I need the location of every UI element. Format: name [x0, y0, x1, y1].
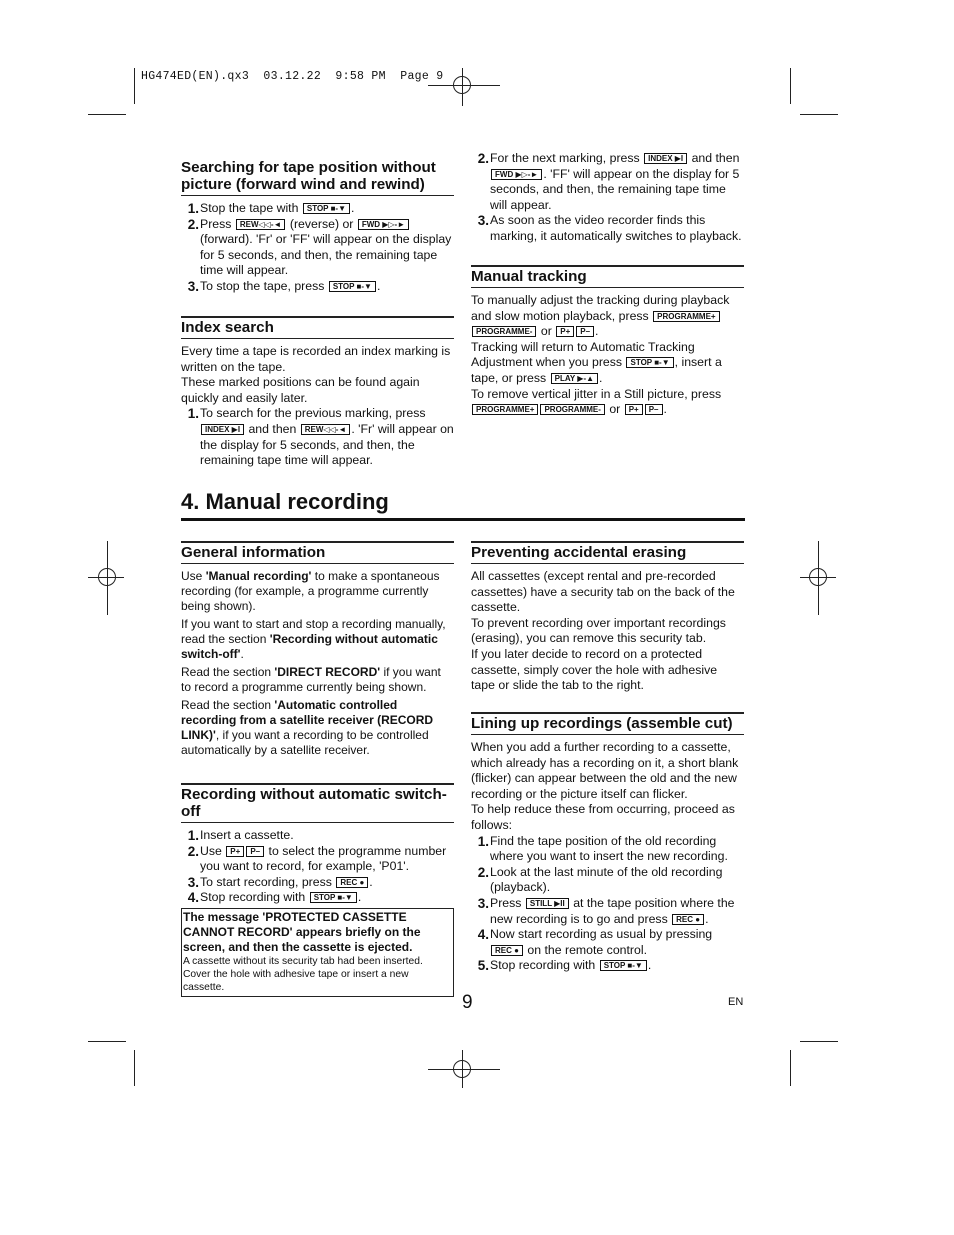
step-text: . 'Fr' will appear on the display for 5 seconds, and then, the remaining tape time will appear.	[200, 421, 454, 468]
section-title: Lining up recordings (assemble cut)	[471, 712, 744, 735]
step-number: 4.	[187, 890, 199, 906]
step-item: 2. Use P+ P– to select the programme number you want to record, for example, 'P01'.	[181, 844, 454, 875]
print-slug: HG474ED(EN).qx3 03.12.22 9:58 PM Page 9	[141, 70, 444, 83]
crop-mark	[134, 1050, 135, 1086]
step-number: 1.	[477, 833, 489, 849]
crop-mark	[800, 114, 838, 115]
section-title: General information	[181, 541, 454, 564]
rec-key-icon: REC ●	[336, 877, 368, 888]
section-title: Manual tracking	[471, 265, 744, 288]
crop-mark	[790, 1050, 791, 1086]
step-text: As soon as the video recorder finds this marking, it automatically switches to playback.	[490, 213, 742, 243]
still-key-icon: STILL ▶II	[526, 898, 569, 909]
step-item: 3. To start recording, press REC ● .	[181, 875, 454, 891]
programme-minus-key-icon: PROGRAMME-	[540, 404, 604, 415]
p-plus-key-icon: P+	[226, 846, 244, 857]
step-item: 4. Stop recording with STOP ■-▼ .	[181, 890, 454, 906]
step-text: (forward). 'Fr' or 'FF' will appear on the display for 5 seconds, and then, the remaining tape time will appear.	[200, 232, 452, 278]
crop-mark	[790, 68, 791, 104]
play-key-icon: PLAY ▶-▲	[551, 373, 598, 384]
step-item	[181, 217, 454, 279]
crop-mark	[107, 541, 108, 615]
crop-mark	[462, 1050, 463, 1088]
p-minus-key-icon: P–	[576, 326, 594, 337]
rec-key-icon: REC ●	[491, 945, 523, 956]
crop-mark	[88, 114, 126, 115]
step-text: .	[376, 278, 381, 293]
p-minus-key-icon: P–	[645, 404, 663, 415]
crop-mark	[428, 85, 500, 86]
step-text: Insert a cassette.	[200, 828, 294, 842]
step-number: 3.	[477, 213, 489, 229]
step-text: and then	[691, 151, 740, 165]
paragraph: Use 'Manual recording' to make a spontaneous recording (for example, a programme currently being shown).	[181, 569, 440, 613]
step-number: 1.	[187, 406, 199, 422]
paragraph: If you want to start and stop a recording manually, read the section 'Recording without automatic switch-off'.	[181, 617, 446, 661]
paragraph: Read the section 'DIRECT RECORD' if you want to record a programme currently being shown.	[181, 665, 441, 694]
section-title: Preventing accidental erasing	[471, 541, 744, 564]
step-number: 4.	[477, 927, 489, 943]
step-number: 3.	[187, 278, 199, 294]
step-text: To search for the previous marking, press	[200, 406, 426, 421]
section-tape-search	[181, 159, 454, 295]
section-index-search	[181, 316, 454, 469]
paragraph: To prevent recording over important recordings (erasing), you can remove this security tab.	[471, 615, 726, 646]
chapter-title: 4. Manual recording	[181, 489, 745, 521]
section-index-search-continued	[471, 151, 744, 245]
stop-key-icon: STOP ■-▼	[329, 281, 376, 292]
paragraph: Every time a tape is recorded an index marking is written on the tape.	[181, 344, 451, 374]
programme-minus-key-icon: PROGRAMME-	[472, 326, 536, 337]
step-number: 2.	[187, 843, 199, 859]
stop-key-icon: STOP ■-▼	[310, 892, 357, 903]
index-key-icon: INDEX ▶I	[201, 424, 244, 435]
step-item	[471, 213, 744, 244]
p-plus-key-icon: P+	[625, 404, 643, 415]
page-number: 9	[462, 992, 473, 1013]
step-item	[181, 828, 454, 844]
step-number: 3.	[477, 895, 489, 911]
crop-mark	[88, 1041, 126, 1042]
step-text: Press	[200, 216, 232, 231]
section-general-information	[181, 541, 454, 758]
paragraph: To manually adjust the tracking during playback and slow motion playback, press PROGRAMME+ PROGRAMME- or P+ P– .	[471, 293, 730, 339]
paragraph: Tracking will return to Automatic Tracking Adjustment when you press STOP ■-▼ , insert a tape, or press PLAY ▶-▲ .	[471, 339, 722, 385]
programme-plus-key-icon: PROGRAMME+	[653, 311, 719, 322]
crop-mark	[134, 68, 135, 104]
stop-key-icon: STOP ■-▼	[626, 357, 673, 368]
step-number: 1.	[187, 828, 199, 843]
warning-explanation: A cassette without its security tab had been inserted. Cover the hole with adhesive tape or insert a new cassette.	[183, 955, 423, 993]
crop-mark	[462, 68, 463, 106]
language-code: EN	[728, 996, 744, 1008]
step-number: 3.	[187, 874, 199, 890]
rec-key-icon: REC ●	[672, 914, 704, 925]
warning-message: The message 'PROTECTED CASSETTE CANNOT RECORD' appears briefly on the screen, and then the cassette is ejected.	[183, 909, 421, 954]
step-item	[471, 865, 744, 896]
step-item: 5. Stop recording with STOP ■-▼ .	[471, 958, 744, 974]
step-item	[181, 279, 454, 295]
step-item	[471, 151, 744, 213]
paragraph: When you add a further recording to a cassette, which already has a recording on it, a short blank (flicker) can appear between the old and the new recording or the picture itself can flicker.	[471, 740, 739, 801]
step-text: For the next marking, press	[490, 151, 640, 165]
forward-key-icon: FWD ▶▷-►	[491, 169, 542, 180]
crop-mark	[428, 1069, 500, 1070]
crop-mark	[818, 541, 819, 615]
step-number: 2.	[477, 864, 489, 880]
programme-plus-key-icon: PROGRAMME+	[472, 404, 538, 415]
step-number: 2.	[187, 216, 199, 232]
crop-mark	[88, 577, 124, 578]
step-text: and then	[248, 421, 297, 436]
step-item	[181, 201, 454, 217]
rewind-key-icon: REW◁◁-◄	[301, 424, 351, 435]
section-title: Index search	[181, 316, 454, 339]
step-text: (reverse) or	[289, 216, 354, 231]
step-text: .	[351, 201, 355, 215]
paragraph: If you later decide to record on a protected cassette, simply cover the hole with adhesive tape or slide the tab to the right.	[471, 646, 718, 693]
section-recording-without-switch-off	[181, 783, 454, 997]
paragraph: All cassettes (except rental and pre-recorded cassettes) have a security tab on the back of the cassette.	[471, 569, 735, 615]
step-item	[181, 406, 454, 468]
section-lining-up-recordings	[471, 712, 744, 974]
crop-mark	[800, 1041, 838, 1042]
step-number: 2.	[477, 151, 489, 166]
rewind-key-icon: REW◁◁-◄	[236, 219, 286, 230]
stop-key-icon: STOP ■-▼	[600, 960, 647, 971]
step-text: To stop the tape, press	[200, 278, 325, 293]
paragraph: To help reduce these from occurring, proceed as follows:	[471, 802, 735, 832]
step-number: 1.	[187, 201, 199, 216]
p-minus-key-icon: P–	[246, 846, 264, 857]
step-number: 5.	[477, 958, 489, 974]
step-item: 3. Press STILL ▶II at the tape position where the new recording is to go and press REC ● .	[471, 896, 744, 927]
section-title: Searching for tape position without picture (forward wind and rewind)	[181, 159, 454, 196]
section-manual-tracking	[471, 265, 744, 418]
warning-box	[181, 908, 454, 997]
paragraph: Read the section 'Automatic controlled recording from a satellite receiver (RECORD LINK)', if you want a recording to be controlled automatically by a satellite receiver.	[181, 698, 434, 757]
section-title: Recording without automatic switch-off	[181, 783, 454, 823]
section-preventing-erasing	[471, 541, 744, 694]
step-text: Find the tape position of the old recording where you want to insert the new recording.	[490, 833, 728, 864]
step-item: 4. Now start recording as usual by pressing REC ● on the remote control.	[471, 927, 744, 958]
step-text: Stop the tape with	[200, 201, 299, 215]
index-key-icon: INDEX ▶I	[644, 153, 687, 164]
paragraph: These marked positions can be found again quickly and easily later.	[181, 375, 420, 405]
p-plus-key-icon: P+	[556, 326, 574, 337]
forward-key-icon: FWD ▶▷-►	[358, 219, 409, 230]
step-item	[471, 834, 744, 865]
paragraph: To remove vertical jitter in a Still picture, press PROGRAMME+ PROGRAMME- or P+ P– .	[471, 386, 722, 417]
step-text: . 'FF' will appear on the display for 5 seconds, and then, the remaining tape time will appear.	[490, 166, 740, 212]
step-text: Look at the last minute of the old recording (playback).	[490, 864, 723, 895]
stop-key-icon: STOP ■-▼	[303, 203, 350, 214]
